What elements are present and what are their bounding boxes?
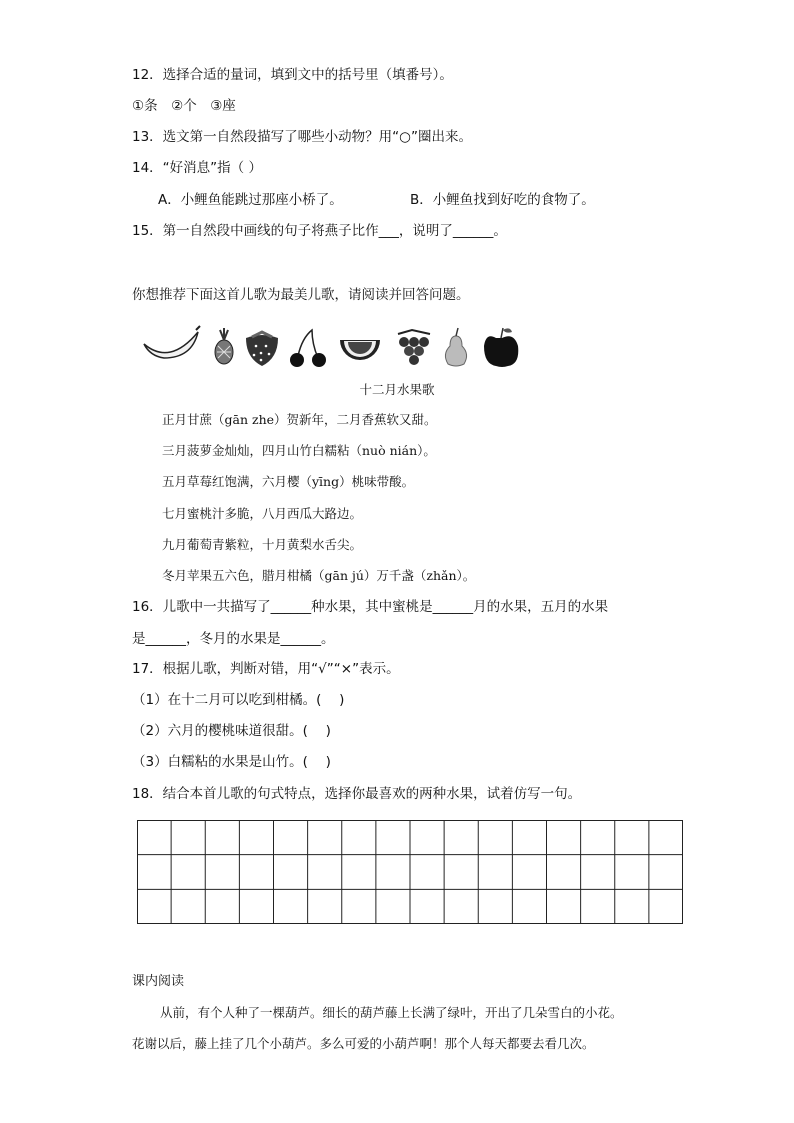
question-17: 17．根据儿歌，判断对错，用“√”“×”表示。 — [132, 661, 400, 677]
fruit-illustration-row — [140, 322, 530, 370]
reading-heading: 课内阅读 — [132, 974, 185, 989]
question-16-line1: 16．儿歌中一共描写了______种水果，其中蜜桃是______月的水果，五月的水果 — [132, 599, 609, 615]
poem-line: 七月蜜桃汁多脆，八月西瓜大路边。 — [162, 506, 363, 521]
reading-passage-line: 从前，有个人种了一棵葫芦。细长的葫芦藤上长满了绿叶，开出了几朵雪白的小花。 — [160, 1005, 623, 1020]
reading-passage-line: 花谢以后，藤上挂了几个小葫芦。多么可爱的小葫芦啊！那个人每天都要去看几次。 — [132, 1036, 595, 1051]
question-16-line2: 是______，冬月的水果是______。 — [132, 631, 335, 647]
question-14-option-b: B．小鲤鱼找到好吃的食物了。 — [410, 192, 595, 208]
question-17-item-2: （2）六月的樱桃味道很甜。( ) — [132, 723, 331, 739]
poem-line: 冬月苹果五六色，腊月柑橘（gān jú）万千盏（zhǎn）。 — [162, 568, 476, 583]
strawberry-icon — [246, 332, 278, 366]
apple-icon — [484, 328, 518, 367]
poem-line: 正月甘蔗（gān zhe）贺新年，二月香蕉软又甜。 — [162, 412, 437, 427]
question-17-item-3: （3）白糯粘的水果是山竹。( ) — [132, 754, 331, 770]
question-13: 13．选文第一自然段描写了哪些小动物？用“○”圈出来。 — [132, 129, 472, 145]
banana-icon — [144, 326, 200, 358]
pineapple-icon — [215, 328, 233, 364]
question-14-option-a: A．小鲤鱼能跳过那座小桥了。 — [158, 192, 343, 208]
question-18: 18．结合本首儿歌的句式特点，选择你最喜欢的两种水果，试着仿写一句。 — [132, 786, 582, 802]
poem-line: 九月葡萄青紫粒，十月黄梨水舌尖。 — [162, 537, 363, 552]
poem-line: 五月草莓红饱满，六月樱（yīng）桃味带酸。 — [162, 474, 415, 489]
section-intro: 你想推荐下面这首儿歌为最美儿歌，请阅读并回答问题。 — [132, 287, 470, 303]
grape-icon — [398, 330, 430, 365]
poem-title: 十二月水果歌 — [359, 382, 435, 397]
question-12-options: ①条 ②个 ③座 — [132, 98, 236, 114]
poem-line: 三月菠萝金灿灿，四月山竹白糯粘（nuò nián）。 — [162, 443, 436, 458]
cherry-icon — [290, 330, 326, 367]
question-17-item-1: （1）在十二月可以吃到柑橘。( ) — [132, 692, 345, 708]
pear-icon — [445, 328, 466, 366]
question-14: 14．“好消息”指（ ） — [132, 160, 262, 176]
question-15: 15．第一自然段中画线的句子将燕子比作___，说明了______。 — [132, 223, 507, 239]
watermelon-icon — [340, 340, 380, 360]
writing-grid[interactable] — [137, 820, 683, 924]
question-12: 12．选择合适的量词，填到文中的括号里（填番号）。 — [132, 67, 453, 83]
